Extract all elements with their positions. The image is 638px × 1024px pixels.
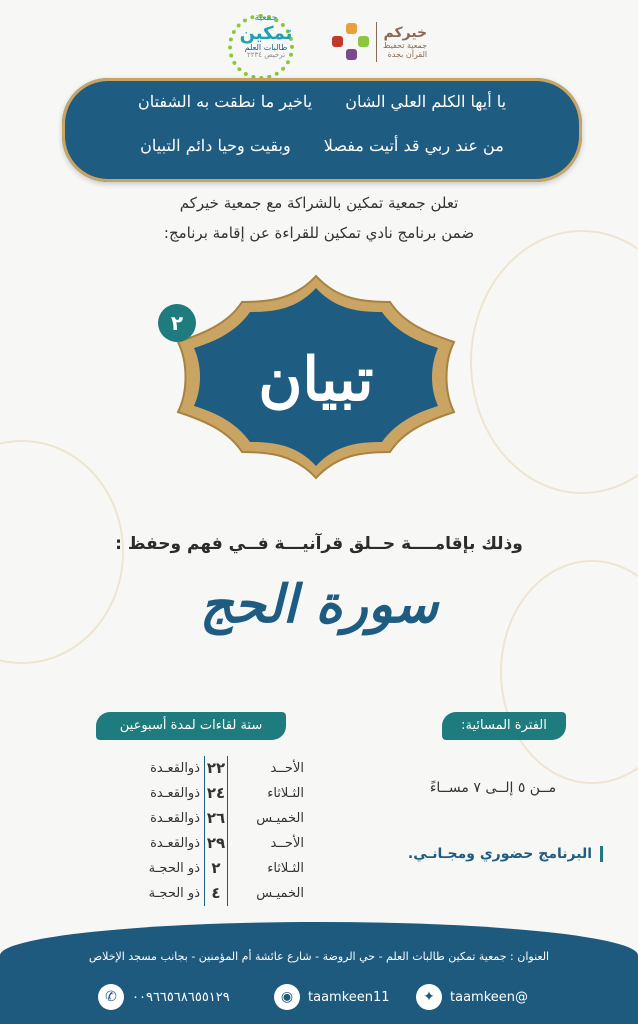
session-date: ٢٢ bbox=[204, 756, 228, 781]
khairukum-line1: جمعية تحفيظ bbox=[383, 40, 428, 50]
session-row bbox=[106, 856, 304, 881]
session-date: ٤ bbox=[204, 881, 228, 906]
tamkeen-name: تمكين bbox=[239, 22, 293, 44]
poem-line2-left: وبقيت وحيا دائم التبيان bbox=[140, 136, 291, 155]
session-row bbox=[106, 881, 304, 906]
twitter-contact[interactable] bbox=[416, 982, 528, 1012]
khairukum-line2: القرآن بجدة bbox=[387, 50, 428, 60]
instagram-contact[interactable] bbox=[274, 982, 390, 1012]
session-day: الثـلاثاء bbox=[267, 786, 304, 801]
session-month: ذوالقعـدة bbox=[150, 786, 200, 801]
tamkeen-top: جمعية bbox=[254, 13, 278, 23]
sessions-table bbox=[106, 756, 304, 906]
contact-bar bbox=[0, 982, 638, 1012]
session-day: الأحــد bbox=[270, 836, 304, 851]
poem-line2-right: من عند ربي قد أتيت مفصلا bbox=[323, 136, 504, 155]
evening-time: مــن ٥ إلــى ٧ مســاءً bbox=[429, 780, 557, 796]
instagram-icon: ◉ bbox=[274, 984, 300, 1010]
tamkeen-sub: طالبات العلم bbox=[244, 42, 288, 52]
twitter-icon: ✦ bbox=[416, 984, 442, 1010]
logo-divider bbox=[376, 22, 377, 62]
announcement-line2: ضمن برنامج نادي تمكين للقراءة عن إقامة برنامج: bbox=[163, 224, 475, 242]
free-attendance-note: البرنامج حضوري ومجـانـي. bbox=[396, 846, 603, 862]
session-row bbox=[106, 781, 304, 806]
session-month: ذو الحجـة bbox=[148, 886, 200, 901]
program-title: تبيان bbox=[258, 345, 374, 415]
tamkeen-logo bbox=[222, 8, 310, 74]
session-date: ٢ bbox=[204, 856, 228, 881]
edition-badge: ٢ bbox=[158, 304, 196, 342]
session-day: الأحــد bbox=[270, 761, 304, 776]
session-day: الخميـس bbox=[256, 811, 304, 826]
session-date: ٢٩ bbox=[204, 831, 228, 856]
surah-title: سورة الحج bbox=[199, 574, 439, 635]
twitter-handle: taamkeen@ bbox=[450, 989, 528, 1005]
sessions-label: ستة لقاءات لمدة أسبوعين bbox=[96, 712, 286, 740]
session-row bbox=[106, 756, 304, 781]
phone-contact[interactable] bbox=[98, 982, 230, 1012]
poem-banner bbox=[62, 78, 582, 182]
session-day: الثـلاثاء bbox=[267, 861, 304, 876]
session-day: الخميـس bbox=[256, 886, 304, 901]
khairukum-name: خيركم bbox=[383, 24, 428, 41]
khairukum-logo bbox=[332, 12, 442, 72]
session-row bbox=[106, 831, 304, 856]
instagram-handle: taamkeen11 bbox=[308, 989, 390, 1005]
announcement-line1: تعلن جمعية تمكين بالشراكة مع جمعية خيركم bbox=[179, 194, 459, 212]
footer-address: العنوان : جمعية تمكين طالبات العلم - حي الروضة - شارع عائشة أم المؤمنين - بجانب مسجد الإخلاص bbox=[88, 950, 550, 963]
background-swirl bbox=[470, 230, 638, 494]
session-row bbox=[106, 806, 304, 831]
tamkeen-license: ترخيص ٢٢٣٤ bbox=[246, 51, 286, 60]
phone-icon: ✆ bbox=[98, 984, 124, 1010]
session-month: ذوالقعـدة bbox=[150, 836, 200, 851]
evening-label: الفترة المسائية: bbox=[442, 712, 566, 740]
session-date: ٢٤ bbox=[204, 781, 228, 806]
phone-number: ٠٠٩٦٦٥٦٨٦٥٥١٢٩ bbox=[132, 989, 230, 1005]
khairukum-mark-icon bbox=[332, 23, 370, 61]
session-date: ٢٦ bbox=[204, 806, 228, 831]
program-title-frame bbox=[168, 272, 464, 482]
session-month: ذوالقعـدة bbox=[150, 761, 200, 776]
program-subtitle: وذلك بإقامــــة حــلق قرآنيـــة فــي فهم وحفظ : bbox=[115, 534, 523, 554]
announcement bbox=[0, 188, 638, 248]
poem-line1-left: ياخير ما نطقت به الشفتان bbox=[137, 92, 313, 111]
poem-line1-right: يا أيها الكلم العلي الشان bbox=[345, 92, 507, 111]
session-month: ذوالقعـدة bbox=[150, 811, 200, 826]
session-month: ذو الحجـة bbox=[148, 861, 200, 876]
